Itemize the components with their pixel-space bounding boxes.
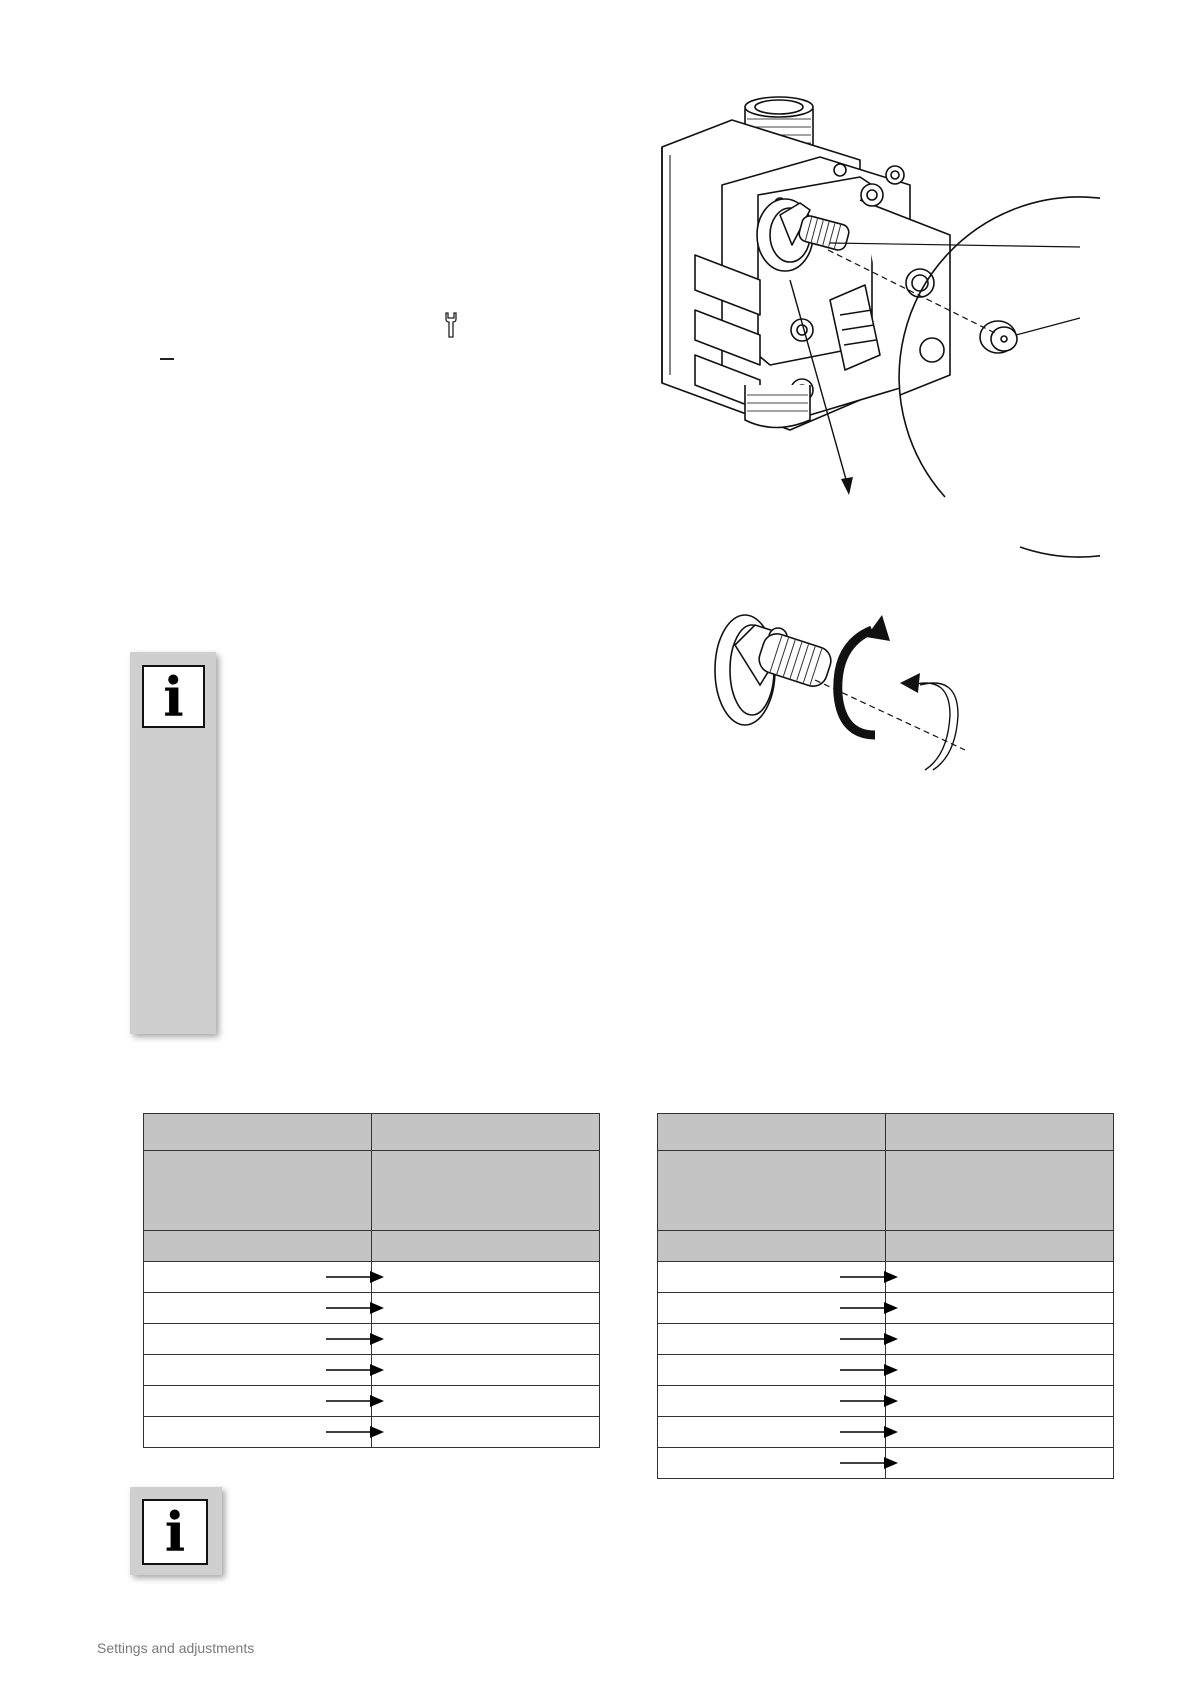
dash-mark: [160, 358, 174, 360]
table-row: [658, 1355, 1114, 1386]
table-row: [144, 1293, 600, 1324]
arrow-right-icon: [840, 1394, 898, 1408]
info-note-box: [130, 1487, 222, 1575]
table-header-cell: [144, 1231, 372, 1262]
table-row: [658, 1262, 1114, 1293]
table-row: [658, 1386, 1114, 1417]
arrow-right-icon: [326, 1425, 384, 1439]
table-row: [144, 1262, 600, 1293]
table-header-cell: [372, 1151, 600, 1231]
info-icon: [142, 665, 205, 728]
table-header-cell: [658, 1151, 886, 1231]
info-icon-glyph: i: [163, 664, 184, 729]
table-row: [144, 1355, 600, 1386]
arrow-right-icon: [840, 1456, 898, 1470]
arrow-right-icon: [840, 1301, 898, 1315]
table-header-cell: [886, 1231, 1114, 1262]
arrow-right-icon: [840, 1425, 898, 1439]
table-header-cell: [658, 1114, 886, 1151]
table-header-cell: [372, 1114, 600, 1151]
arrow-right-icon: [326, 1332, 384, 1346]
table-header-cell: [372, 1231, 600, 1262]
table-header-cell: [886, 1114, 1114, 1151]
conversion-table-right: [657, 1113, 1114, 1479]
table-row: [144, 1324, 600, 1355]
table-row: [658, 1293, 1114, 1324]
info-icon: [142, 1499, 208, 1565]
arrow-right-icon: [840, 1332, 898, 1346]
arrow-right-icon: [840, 1363, 898, 1377]
conversion-table-left: [143, 1113, 600, 1448]
arrow-right-icon: [326, 1363, 384, 1377]
arrow-right-icon: [326, 1394, 384, 1408]
gas-valve-diagram: [650, 85, 1100, 905]
table-row: [658, 1417, 1114, 1448]
info-icon-glyph: i: [164, 1500, 186, 1564]
table-header-cell: [658, 1231, 886, 1262]
info-note-box: [130, 652, 216, 1034]
table-row: [144, 1386, 600, 1417]
arrow-right-icon: [840, 1270, 898, 1284]
footer-section-title: Settings and adjustments: [97, 1640, 255, 1656]
table-header-cell: [886, 1151, 1114, 1231]
table-header-cell: [144, 1114, 372, 1151]
arrow-right-icon: [326, 1301, 384, 1315]
table-row: [658, 1324, 1114, 1355]
table-row: [144, 1417, 600, 1448]
arrow-right-icon: [326, 1270, 384, 1284]
table-header-cell: [144, 1151, 372, 1231]
wrench-icon: [444, 312, 458, 338]
table-row: [658, 1448, 1114, 1479]
